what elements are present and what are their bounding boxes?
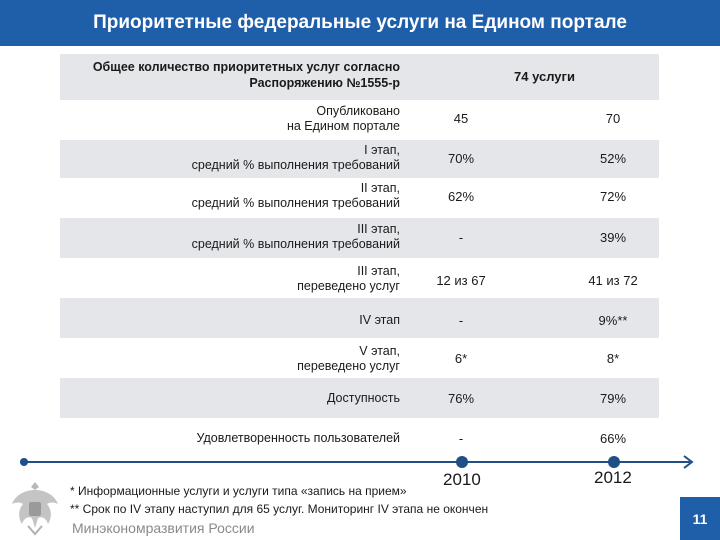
page-number: 11 bbox=[680, 497, 720, 540]
value-2012: 72% bbox=[599, 189, 627, 204]
row-label: III этап, средний % выполнения требований bbox=[191, 222, 400, 251]
footnote-1: * Информационные услуги и услуги типа «запись на прием» bbox=[70, 484, 407, 498]
table-row bbox=[60, 298, 659, 338]
value-2012: 79% bbox=[599, 391, 627, 406]
page-title: Приоритетные федеральные услуги на Едином портале bbox=[93, 12, 627, 33]
row-label: III этап, переведено услуг bbox=[297, 264, 400, 293]
table-row bbox=[60, 258, 659, 298]
title-bar bbox=[0, 0, 720, 46]
table-row bbox=[60, 218, 659, 258]
value-2010: - bbox=[458, 313, 464, 328]
table-row bbox=[60, 418, 659, 456]
value-2012: 8* bbox=[606, 351, 620, 366]
timeline-dot-2010 bbox=[456, 456, 468, 468]
value-2010: 62% bbox=[447, 189, 475, 204]
value-2012: 70 bbox=[605, 111, 621, 126]
value-2010: 76% bbox=[447, 391, 475, 406]
value-2010: 45 bbox=[453, 111, 469, 126]
year-2010: 2010 bbox=[443, 470, 481, 489]
row-label: II этап, средний % выполнения требований bbox=[191, 181, 400, 210]
coat-of-arms-icon bbox=[6, 478, 64, 536]
row-label: Опубликовано на Едином портале bbox=[286, 104, 400, 133]
row-label: Доступность bbox=[326, 391, 400, 405]
footnote-2: ** Срок по IV этапу наступил для 65 услуг. Мониторинг IV этапа не окончен bbox=[70, 502, 489, 516]
row-label: IV этап bbox=[359, 313, 400, 327]
timeline-start-dot bbox=[20, 458, 28, 466]
header-label: Общее количество приоритетных услуг согласно Распоряжению №1555-р bbox=[92, 60, 400, 90]
value-2010: - bbox=[458, 431, 464, 446]
row-label: I этап, средний % выполнения требований bbox=[191, 143, 400, 172]
value-2012: 52% bbox=[599, 151, 627, 166]
table-row bbox=[60, 378, 659, 418]
row-label: V этап, переведено услуг bbox=[297, 344, 400, 373]
value-2010: 70% bbox=[447, 151, 475, 166]
table-row bbox=[60, 338, 659, 378]
value-2010: - bbox=[458, 230, 464, 245]
table-row bbox=[60, 140, 659, 178]
year-2012: 2012 bbox=[594, 468, 632, 487]
value-2010: 6* bbox=[454, 351, 468, 366]
value-2012: 39% bbox=[599, 230, 627, 245]
value-2012: 41 из 72 bbox=[588, 273, 638, 288]
header-row bbox=[60, 54, 659, 100]
table-row bbox=[60, 178, 659, 218]
header-value: 74 услуги bbox=[514, 69, 575, 84]
row-label: Удовлетворенность пользователей bbox=[196, 431, 400, 445]
ministry-name: Минэкономразвития России bbox=[72, 520, 255, 536]
table-row bbox=[60, 100, 659, 140]
value-2010: 12 из 67 bbox=[436, 273, 486, 288]
timeline-dot-2012 bbox=[608, 456, 620, 468]
value-2012: 9%** bbox=[598, 313, 628, 328]
value-2012: 66% bbox=[599, 431, 627, 446]
